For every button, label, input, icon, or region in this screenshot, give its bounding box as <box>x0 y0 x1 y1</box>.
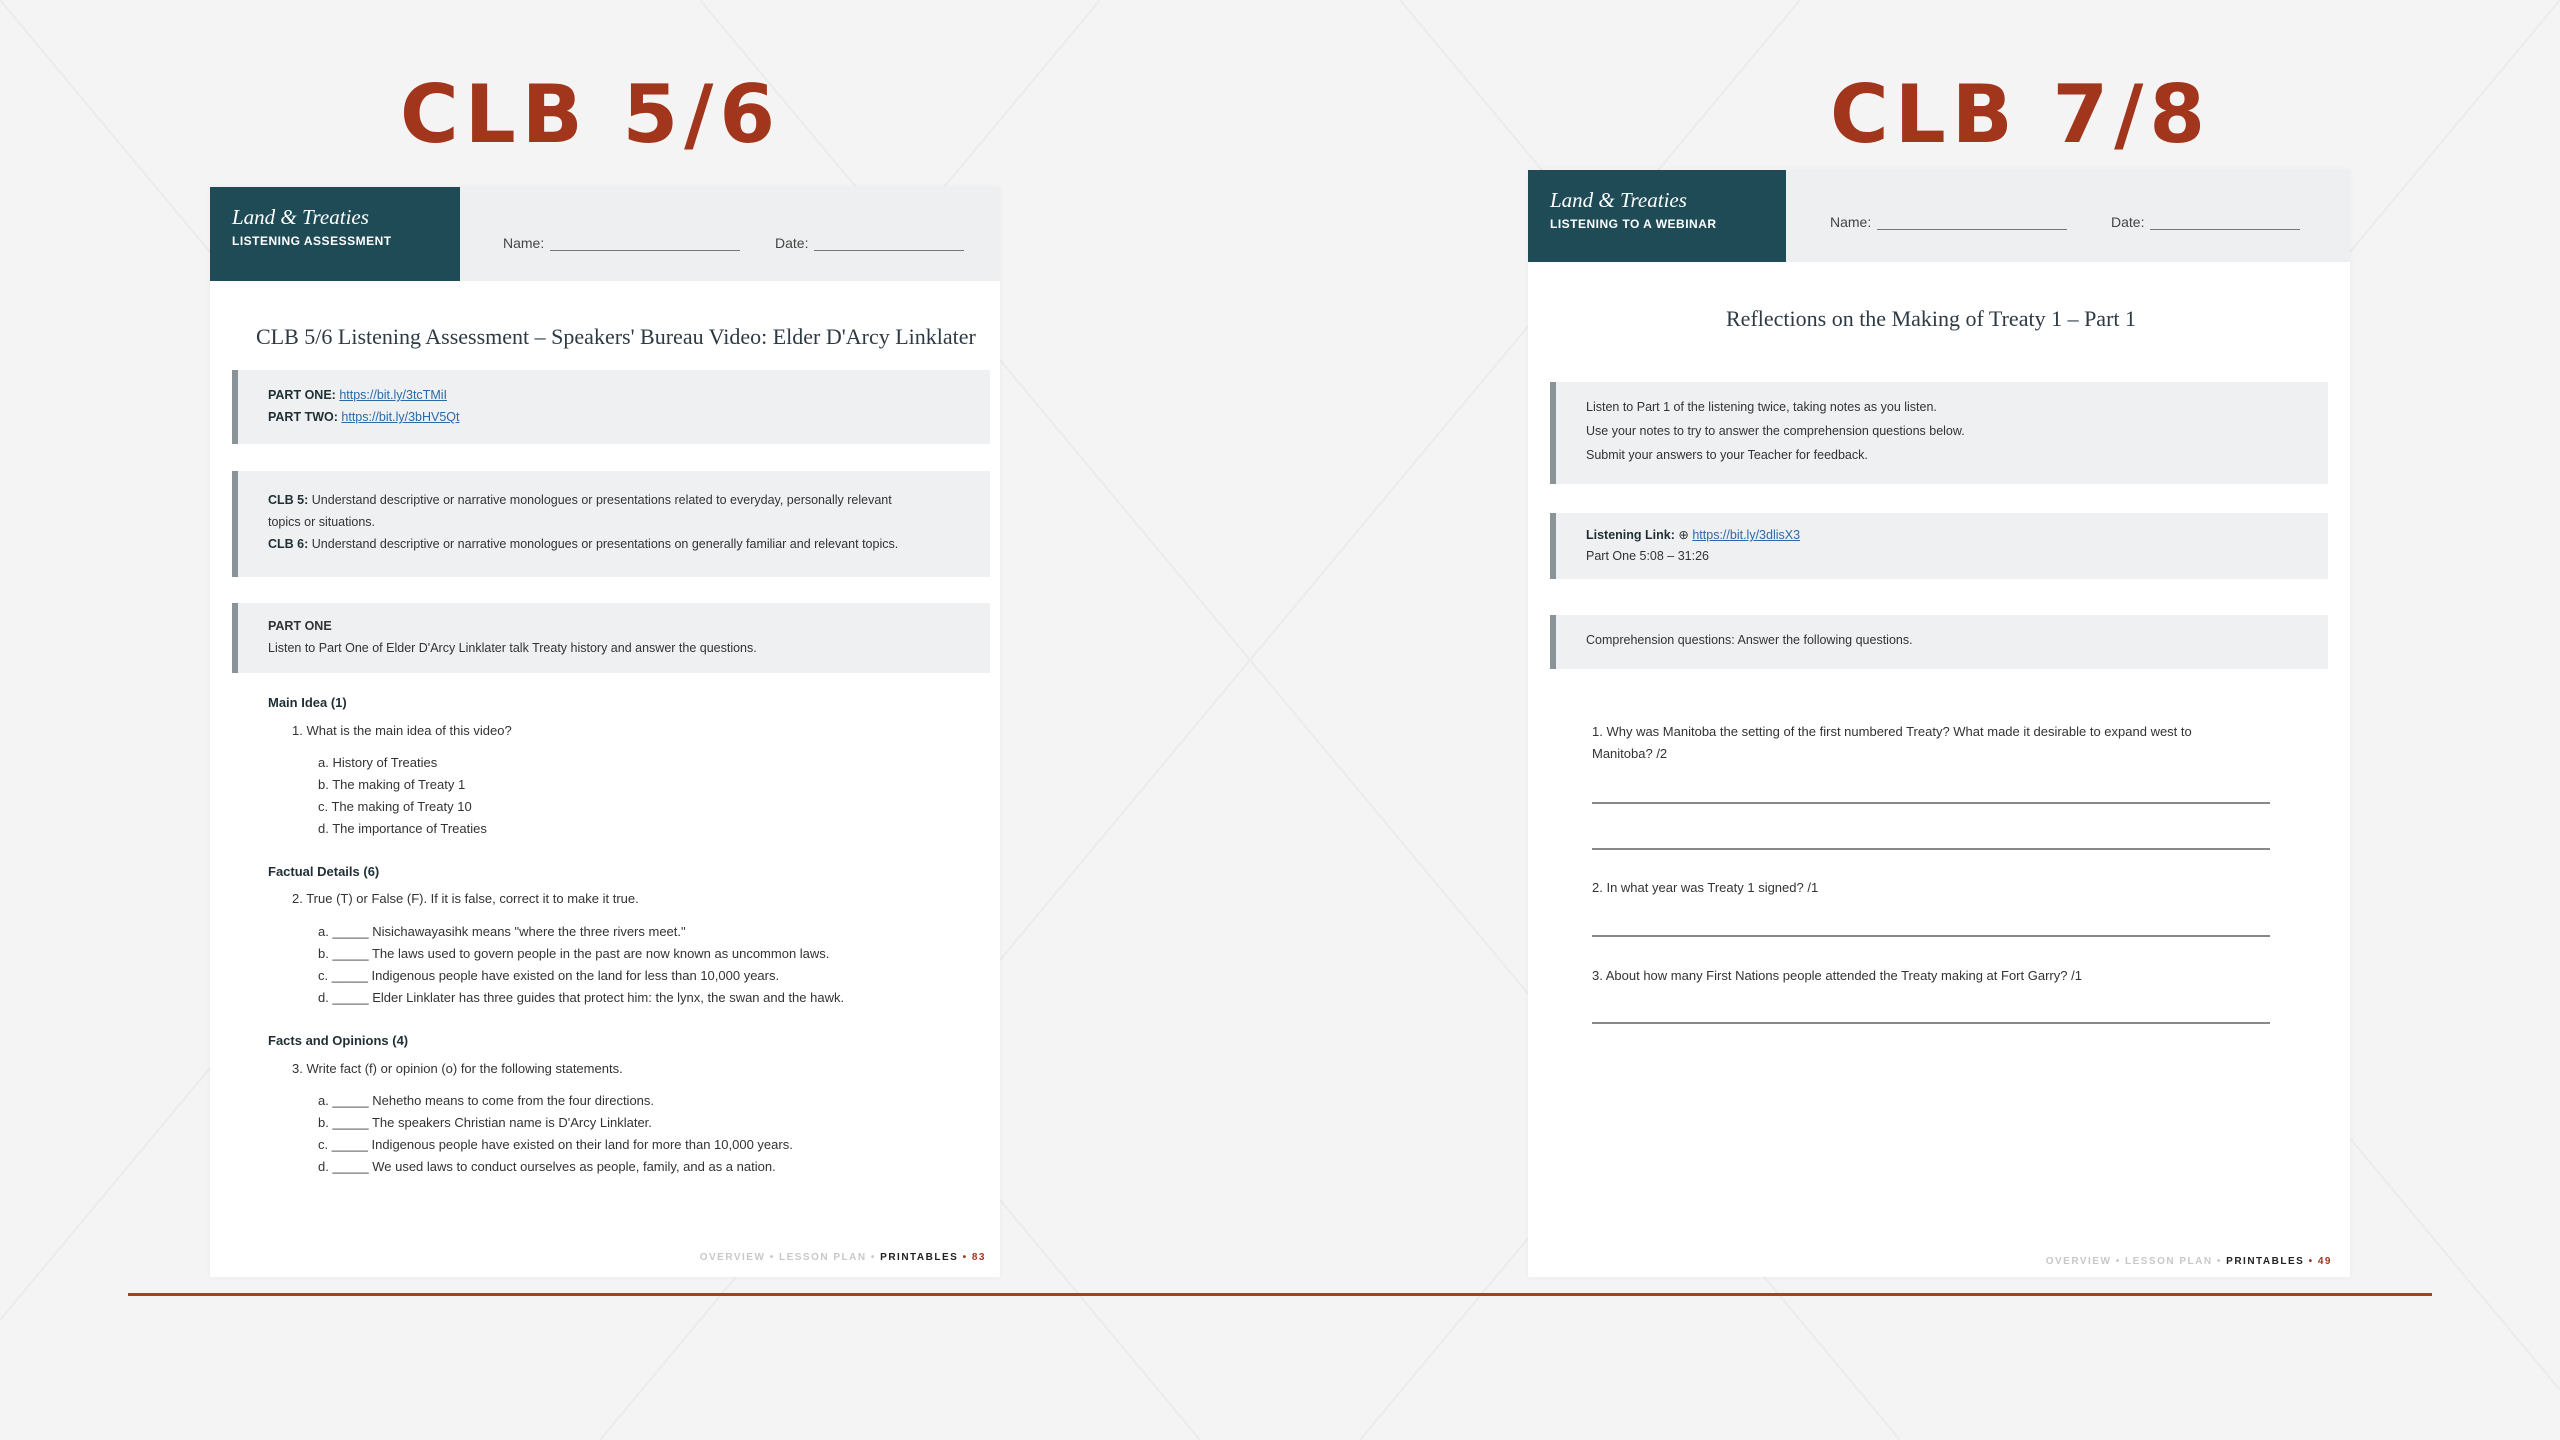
question-2: 2. True (T) or False (F). If it is false, correct it to make it true. <box>292 891 639 906</box>
section-factual-details: Factual Details (6) <box>268 864 380 879</box>
question-1: 1. What is the main idea of this video? <box>292 723 512 738</box>
worksheet-header <box>1528 170 2350 262</box>
brand-title: Land & Treaties <box>1550 188 1687 212</box>
answer-line <box>1592 848 2270 850</box>
list-item: a. History of Treaties <box>318 755 438 770</box>
worksheet-title: Reflections on the Making of Treaty 1 – Part 1 <box>1726 306 2137 331</box>
page-footer: OVERVIEW • LESSON PLAN • PRINTABLES • 83 <box>699 1252 986 1263</box>
divider-rule <box>128 1293 2432 1296</box>
left-worksheet-page <box>210 187 1000 1277</box>
list-item: b. The making of Treaty 1 <box>318 777 466 792</box>
name-field: Name: <box>503 235 740 251</box>
links-box: PART ONE: https://bit.ly/3tcTMiI PART TWO: https://bit.ly/3bHV5Qt <box>232 370 990 444</box>
worksheet-title: CLB 5/6 Listening Assessment – Speakers' Bureau Video: Elder D'Arcy Linklater <box>256 324 976 349</box>
part-one-link[interactable]: https://bit.ly/3tcTMiI <box>339 388 447 402</box>
list-item: b. _____ The laws used to govern people in the past are now known as uncommon laws. <box>318 946 830 961</box>
list-item: c. The making of Treaty 10 <box>318 799 472 814</box>
list-item: d. The importance of Treaties <box>318 821 487 836</box>
list-item: a. _____ Nisichawayasihk means "where the three rivers meet." <box>318 924 686 939</box>
question-1-cont: Manitoba? /2 <box>1592 746 1668 761</box>
part-two-link[interactable]: https://bit.ly/3bHV5Qt <box>341 410 460 424</box>
date-field: Date: <box>2111 214 2300 230</box>
comprehension-box: Comprehension questions: Answer the following questions. <box>1550 615 2328 669</box>
question-2: 2. In what year was Treaty 1 signed? /1 <box>1592 880 1819 895</box>
question-3: 3. Write fact (f) or opinion (o) for the following statements. <box>292 1061 623 1076</box>
list-item: d. _____ Elder Linklater has three guides that protect him: the lynx, the swan and the hawk. <box>318 990 845 1005</box>
list-item: c. _____ Indigenous people have existed on the land for less than 10,000 years. <box>318 968 780 983</box>
right-worksheet-page <box>1528 170 2350 1277</box>
brand-subtitle: LISTENING TO A WEBINAR <box>1550 217 1717 231</box>
clb-7-8-heading: CLB 7/8 <box>1830 68 2212 161</box>
list-item: d. _____ We used laws to conduct ourselves as people, family, and as a nation. <box>318 1159 776 1174</box>
brand-title: Land & Treaties <box>232 205 369 229</box>
question-1: 1. Why was Manitoba the setting of the first numbered Treaty? What made it desirable to expand west to <box>1592 724 2192 739</box>
listening-link-box: Listening Link: ⊕ https://bit.ly/3dlisX3 Part One 5:08 – 31:26 <box>1550 513 2328 579</box>
list-item: a. _____ Nehetho means to come from the four directions. <box>318 1093 655 1108</box>
name-field: Name: <box>1830 214 2067 230</box>
date-field: Date: <box>775 235 964 251</box>
list-item: b. _____ The speakers Christian name is D'Arcy Linklater. <box>318 1115 652 1130</box>
listening-link[interactable]: https://bit.ly/3dlisX3 <box>1692 528 1801 542</box>
answer-line <box>1592 935 2270 937</box>
clb-outcomes-box: CLB 5: Understand descriptive or narrative monologues or presentations related to everyday, personally relevant topics or situations. CLB 6: Understand descriptive or narrative monologues or presentations on generally familiar and relevant topics. <box>232 471 990 577</box>
clb-5-6-heading: CLB 5/6 <box>400 68 782 161</box>
page-footer: OVERVIEW • LESSON PLAN • PRINTABLES • 49 <box>2045 1256 2332 1267</box>
instructions-box: Listen to Part 1 of the listening twice, taking notes as you listen. Use your notes to try to answer the comprehension questions below. Submit your answers to your Teacher for feedback. <box>1550 382 2328 484</box>
question-3: 3. About how many First Nations people attended the Treaty making at Fort Garry? /1 <box>1592 968 2082 983</box>
brand-block <box>1528 170 1786 262</box>
brand-block <box>210 187 460 281</box>
worksheet-header <box>210 187 1000 281</box>
list-item: c. _____ Indigenous people have existed on their land for more than 10,000 years. <box>318 1137 793 1152</box>
link-icon: ⊕ <box>1678 528 1689 542</box>
answer-line <box>1592 802 2270 804</box>
section-facts-opinions: Facts and Opinions (4) <box>268 1033 409 1048</box>
section-main-idea: Main Idea (1) <box>268 695 347 710</box>
part-one-box: PART ONE Listen to Part One of Elder D'Arcy Linklater talk Treaty history and answer the questions. <box>232 603 990 673</box>
brand-subtitle: LISTENING ASSESSMENT <box>232 234 392 248</box>
answer-line <box>1592 1022 2270 1024</box>
